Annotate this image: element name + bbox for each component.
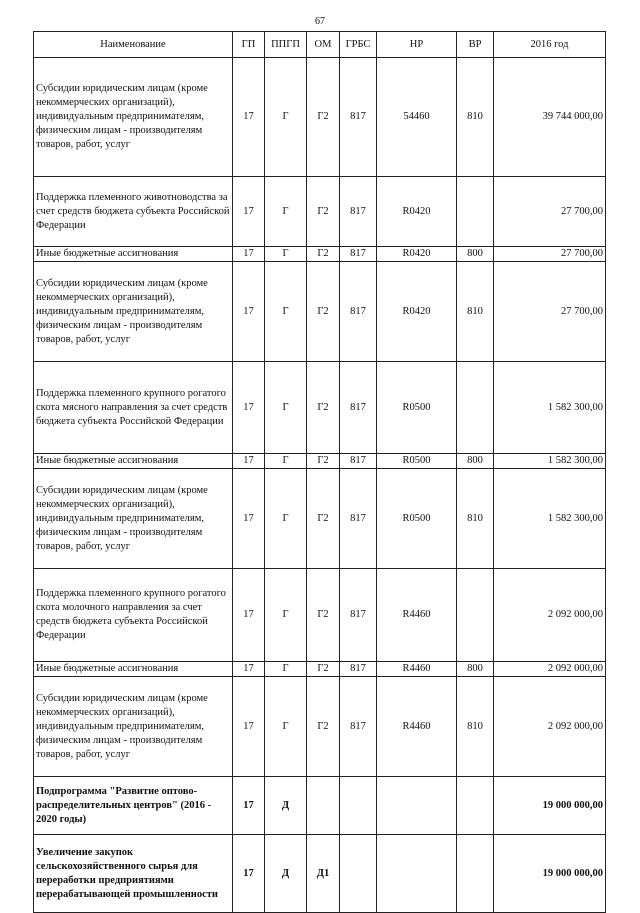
cell-name: Иные бюджетные ассигнования — [34, 662, 233, 677]
cell-om: Г2 — [307, 454, 340, 469]
cell-np: R0500 — [377, 469, 457, 569]
cell-vr — [457, 569, 494, 662]
cell-np — [377, 835, 457, 913]
cell-om — [307, 777, 340, 835]
cell-amount: 27 700,00 — [494, 177, 606, 247]
cell-gp: 17 — [233, 247, 265, 262]
cell-name: Поддержка племенного животноводства за счет средств бюджета субъекта Российской Федерации — [34, 177, 233, 247]
cell-vr: 800 — [457, 454, 494, 469]
cell-gp: 17 — [233, 58, 265, 177]
cell-grbs: 817 — [340, 662, 377, 677]
cell-om: Г2 — [307, 569, 340, 662]
cell-amount: 1 582 300,00 — [494, 362, 606, 454]
cell-np: R0500 — [377, 362, 457, 454]
cell-vr: 810 — [457, 58, 494, 177]
cell-amount: 1 582 300,00 — [494, 469, 606, 569]
cell-amount: 2 092 000,00 — [494, 569, 606, 662]
cell-ppgp: Г — [265, 569, 307, 662]
cell-gp: 17 — [233, 777, 265, 835]
cell-name: Поддержка племенного крупного рогатого скота мясного направления за счет средств бюджета субъекта Российской Федерации — [34, 362, 233, 454]
cell-vr — [457, 835, 494, 913]
header-vr: ВР — [457, 32, 494, 58]
cell-grbs: 817 — [340, 362, 377, 454]
header-np: НР — [377, 32, 457, 58]
table-row — [34, 662, 606, 677]
cell-ppgp: Г — [265, 262, 307, 362]
cell-vr — [457, 777, 494, 835]
cell-grbs: 817 — [340, 247, 377, 262]
header-grbs: ГРБС — [340, 32, 377, 58]
cell-np: R4460 — [377, 677, 457, 777]
cell-om: Д1 — [307, 835, 340, 913]
cell-gp: 17 — [233, 662, 265, 677]
cell-ppgp: Г — [265, 662, 307, 677]
cell-grbs — [340, 835, 377, 913]
cell-gp: 17 — [233, 835, 265, 913]
header-name: Наименование — [34, 32, 233, 58]
cell-name: Субсидии юридическим лицам (кроме некоммерческих организаций), индивидуальным предпринимателям, физическим лицам - производителям товаров, работ, услуг — [34, 262, 233, 362]
cell-vr — [457, 362, 494, 454]
cell-np — [377, 777, 457, 835]
cell-grbs: 817 — [340, 469, 377, 569]
cell-grbs: 817 — [340, 454, 377, 469]
cell-amount: 27 700,00 — [494, 262, 606, 362]
cell-amount: 2 092 000,00 — [494, 677, 606, 777]
cell-amount: 19 000 000,00 — [494, 835, 606, 913]
header-om: ОМ — [307, 32, 340, 58]
cell-ppgp: Д — [265, 835, 307, 913]
cell-ppgp: Д — [265, 777, 307, 835]
cell-ppgp: Г — [265, 677, 307, 777]
page-number: 67 — [315, 16, 325, 27]
cell-om: Г2 — [307, 677, 340, 777]
header-year: 2016 год — [494, 32, 606, 58]
cell-amount: 19 000 000,00 — [494, 777, 606, 835]
cell-ppgp: Г — [265, 362, 307, 454]
cell-gp: 17 — [233, 469, 265, 569]
cell-ppgp: Г — [265, 247, 307, 262]
cell-amount: 39 744 000,00 — [494, 58, 606, 177]
cell-om: Г2 — [307, 177, 340, 247]
header-row — [34, 32, 606, 58]
cell-np: 54460 — [377, 58, 457, 177]
table-row — [34, 677, 606, 777]
cell-om: Г2 — [307, 362, 340, 454]
cell-amount: 1 582 300,00 — [494, 454, 606, 469]
table-row — [34, 262, 606, 362]
cell-name: Субсидии юридическим лицам (кроме некоммерческих организаций), индивидуальным предпринимателям, физическим лицам - производителям товаров, работ, услуг — [34, 469, 233, 569]
cell-gp: 17 — [233, 262, 265, 362]
cell-np: R4460 — [377, 662, 457, 677]
cell-vr: 800 — [457, 662, 494, 677]
table-row — [34, 569, 606, 662]
cell-om: Г2 — [307, 662, 340, 677]
cell-ppgp: Г — [265, 454, 307, 469]
cell-grbs — [340, 777, 377, 835]
cell-om: Г2 — [307, 262, 340, 362]
cell-vr — [457, 177, 494, 247]
cell-np: R0420 — [377, 247, 457, 262]
cell-ppgp: Г — [265, 58, 307, 177]
cell-grbs: 817 — [340, 569, 377, 662]
cell-vr: 810 — [457, 262, 494, 362]
table-row — [34, 247, 606, 262]
cell-name: Увеличение закупок сельскохозяйственного сырья для переработки предприятиями перерабатывающей промышленности — [34, 835, 233, 913]
table-row — [34, 177, 606, 247]
budget-table — [33, 31, 606, 913]
table-row — [34, 454, 606, 469]
cell-grbs: 817 — [340, 177, 377, 247]
cell-gp: 17 — [233, 362, 265, 454]
table-row — [34, 362, 606, 454]
cell-gp: 17 — [233, 454, 265, 469]
cell-om: Г2 — [307, 469, 340, 569]
table-row — [34, 777, 606, 835]
header-ppgp: ППГП — [265, 32, 307, 58]
cell-name: Подпрограмма "Развитие оптово-распределительных центров" (2016 - 2020 годы) — [34, 777, 233, 835]
cell-om: Г2 — [307, 247, 340, 262]
cell-np: R0420 — [377, 177, 457, 247]
table-row — [34, 469, 606, 569]
cell-grbs: 817 — [340, 677, 377, 777]
cell-name: Иные бюджетные ассигнования — [34, 454, 233, 469]
cell-om: Г2 — [307, 58, 340, 177]
cell-grbs: 817 — [340, 262, 377, 362]
cell-vr: 810 — [457, 469, 494, 569]
cell-np: R0420 — [377, 262, 457, 362]
table-row — [34, 835, 606, 913]
cell-grbs: 817 — [340, 58, 377, 177]
header-gp: ГП — [233, 32, 265, 58]
cell-ppgp: Г — [265, 469, 307, 569]
table-row — [34, 58, 606, 177]
cell-amount: 2 092 000,00 — [494, 662, 606, 677]
cell-amount: 27 700,00 — [494, 247, 606, 262]
cell-vr: 800 — [457, 247, 494, 262]
cell-ppgp: Г — [265, 177, 307, 247]
cell-np: R4460 — [377, 569, 457, 662]
cell-name: Субсидии юридическим лицам (кроме некоммерческих организаций), индивидуальным предпринимателям, физическим лицам - производителям товаров, работ, услуг — [34, 677, 233, 777]
cell-gp: 17 — [233, 177, 265, 247]
cell-vr: 810 — [457, 677, 494, 777]
cell-name: Иные бюджетные ассигнования — [34, 247, 233, 262]
cell-name: Поддержка племенного крупного рогатого скота молочного направления за счет средств бюджета субъекта Российской Федерации — [34, 569, 233, 662]
cell-name: Субсидии юридическим лицам (кроме некоммерческих организаций), индивидуальным предпринимателям, физическим лицам - производителям товаров, работ, услуг — [34, 58, 233, 177]
cell-gp: 17 — [233, 677, 265, 777]
cell-gp: 17 — [233, 569, 265, 662]
cell-np: R0500 — [377, 454, 457, 469]
